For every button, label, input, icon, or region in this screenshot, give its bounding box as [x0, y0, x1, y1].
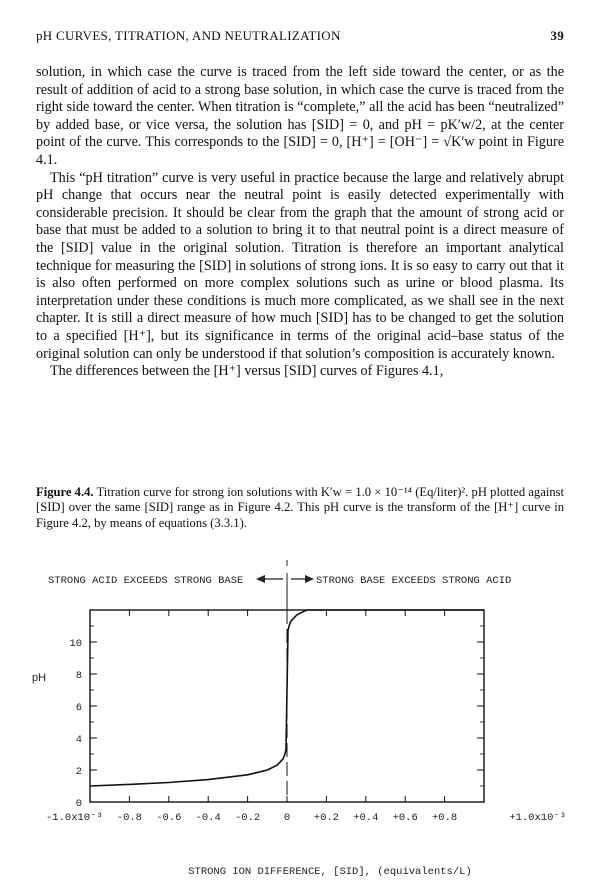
- y-tick-label: 10: [69, 638, 82, 650]
- x-tick-label: -1.0x10⁻³: [46, 812, 103, 824]
- x-tick-label: -0.6: [156, 812, 182, 824]
- y-tick-label: 6: [75, 702, 82, 714]
- paragraph: This “pH titration” curve is very useful in practice because the large and relatively abrupt pH change that occurs near the neutral point is easily detected experimentally with considerable precision. It should be clear from the graph that the amount of strong acid or base that must be added to a solution to bring it to that neutral point is a direct measure of the [SID] value in the original solution. Titration is therefore an important analytical technique for measuring the [SID] in solutions of strong ions. It is so easy to carry out that it is also often performed on more complex solutions such as urine or blood plasma. Its interpretation under these conditions is much more complicated, as we shall see in the next chapter. It is still a direct measure of how much [SID] has to be changed to get the solution to a specified [H⁺], but its significance in terms of the original acid–base status of the original solution can only be understood if that solution’s composition is accurately known.: [36, 169, 564, 362]
- x-tick-label: +0.2: [313, 812, 340, 824]
- y-axis-label: pH: [32, 672, 47, 684]
- x-tick-label: +0.8: [431, 812, 458, 824]
- figure: [0, 556, 600, 890]
- y-tick-label: 8: [75, 670, 82, 682]
- x-axis-label: STRONG ION DIFFERENCE, [SID], (equivalents/L): [188, 866, 472, 878]
- y-tick-label: 4: [75, 734, 82, 746]
- y-tick-label: 0: [75, 798, 82, 810]
- x-tick-label: -0.2: [234, 812, 261, 824]
- figure-caption-text: Titration curve for strong ion solutions with K′w = 1.0 × 10⁻¹⁴ (Eq/liter)². pH plotted against [SID] over the same [SID] range as in Figure 4.2. This pH curve is the transform of the [H⁺] curve in Figure 4.2, by means of equations (3.3.1).: [36, 485, 565, 530]
- titration-chart: [0, 556, 600, 890]
- y-tick-label: 2: [75, 766, 82, 778]
- x-tick-label: -0.4: [195, 812, 221, 824]
- x-tick-label: 0: [283, 812, 291, 824]
- x-tick-label: +0.6: [392, 812, 418, 824]
- x-tick-label: -0.8: [116, 812, 143, 824]
- running-title: pH CURVES, TITRATION, AND NEUTRALIZATION: [36, 28, 341, 43]
- x-tick-label: +1.0x10⁻³: [509, 812, 566, 824]
- running-header: [36, 28, 564, 46]
- annotation-right: STRONG BASE EXCEEDS STRONG ACID: [316, 575, 512, 587]
- figure-label: Figure 4.4.: [36, 485, 94, 499]
- paragraph: The differences between the [H⁺] versus [SID] curves of Figures 4.1,: [50, 363, 444, 380]
- arrow-left-icon: [256, 575, 283, 583]
- x-tick-label: +0.4: [353, 812, 379, 824]
- body-text: [36, 64, 564, 381]
- arrow-right-icon: [291, 575, 314, 583]
- page-number: 39: [550, 28, 564, 43]
- annotation-left: STRONG ACID EXCEEDS STRONG BASE: [48, 575, 244, 587]
- paragraph: solution, in which case the curve is traced from the left side toward the center, or as the result of addition of acid to a strong base solution, in which case the curve is traced from the right side toward the center. When titration is “complete,” all the acid has been “neutralized” by added base, or vice versa, the solution has [SID] = 0, and pH = pK′w/2, at the center point of the curve. This corresponds to the [SID] = 0, [H⁺] = [OH⁻] = √K′w point in Figure 4.1.: [36, 64, 564, 168]
- figure-caption: [36, 485, 564, 531]
